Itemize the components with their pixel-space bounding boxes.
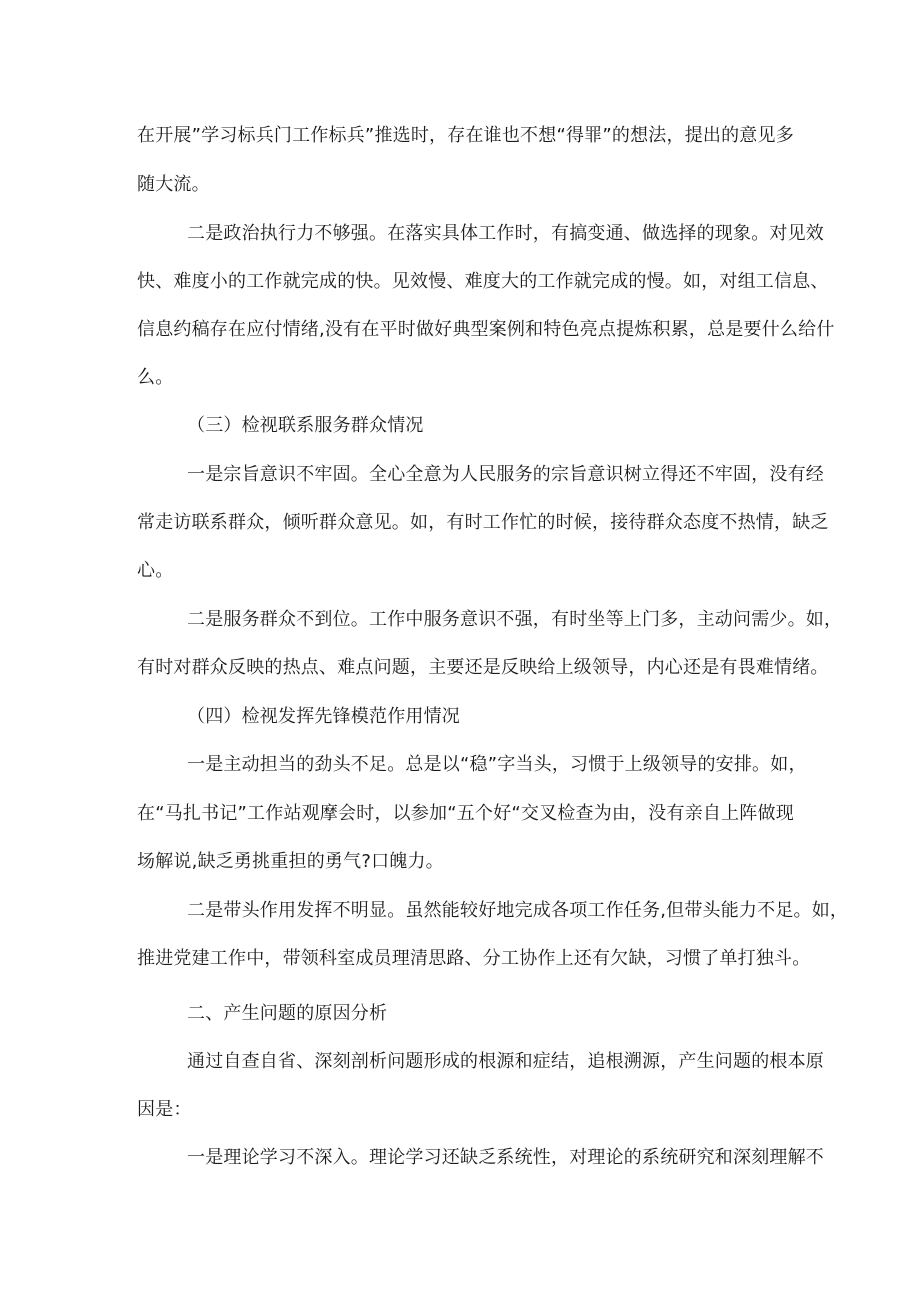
text-line: 一是主动担当的劲头不足。总是以“稳”字当头，习惯于上级领导的安排。如， <box>187 754 807 775</box>
text-line: 信息约稿存在应付情绪,没有在平时做好典型案例和特色亮点提炼积累，总是要什么给什 <box>137 319 835 340</box>
text-line: 推进党建工作中，带领科室成员理清思路、分工协作上还有欠缺，习惯了单打独斗。 <box>137 948 811 969</box>
section-heading-vanguard-role: （四）检视发挥先锋模范作用情况 <box>187 706 460 727</box>
text-line: 快、难度小的工作就完成的快。见效慢、难度大的工作就完成的慢。如，对组工信息、 <box>137 271 829 292</box>
text-line: 常走访联系群众，倾听群众意见。如，有时工作忙的时候，接待群众态度不热情，缺乏 <box>137 512 829 533</box>
text-line: 在开展”学习标兵门工作标兵”推选时，存在谁也不想“得罪”的想法，提出的意见多 <box>137 125 794 146</box>
text-line: 在“马扎书记”工作站观摩会时，以参加“五个好“交叉检查为由，没有亲自上阵做现 <box>137 803 794 824</box>
text-line: 通过自查自省、深刻剖析问题形成的根源和症结，追根溯源，产生问题的根本原 <box>187 1051 824 1072</box>
text-line: 一是宗旨意识不牢固。全心全意为人民服务的宗旨意识树立得还不牢固，没有经 <box>187 464 824 485</box>
text-line: 二是政治执行力不够强。在落实具体工作时，有搞变通、做选择的现象。对见效 <box>187 223 824 244</box>
text-line: 心。 <box>137 560 174 581</box>
text-line: 二是带头作用发挥不明显。虽然能较好地完成各项工作任务,但带头能力不足。如， <box>187 900 849 921</box>
section-heading-serve-masses: （三）检视联系服务群众情况 <box>187 415 424 436</box>
text-line: 么。 <box>137 367 174 388</box>
text-line: 有时对群众反映的热点、难点问题，主要还是反映给上级领导，内心还是有畏难情绪。 <box>137 657 829 678</box>
text-line: 因是： <box>137 1099 192 1120</box>
section-heading-cause-analysis: 二、产生问题的原因分析 <box>187 1003 388 1024</box>
text-line: 随大流。 <box>137 174 210 195</box>
text-line: 场解说,缺乏勇挑重担的勇气?口魄力。 <box>137 851 444 872</box>
text-line: 二是服务群众不到位。工作中服务意识不强，有时坐等上门多，主动问需少。如， <box>187 609 843 630</box>
text-line: 一是理论学习不深入。理论学习还缺乏系统性，对理论的系统研究和深刻理解不 <box>187 1147 824 1168</box>
